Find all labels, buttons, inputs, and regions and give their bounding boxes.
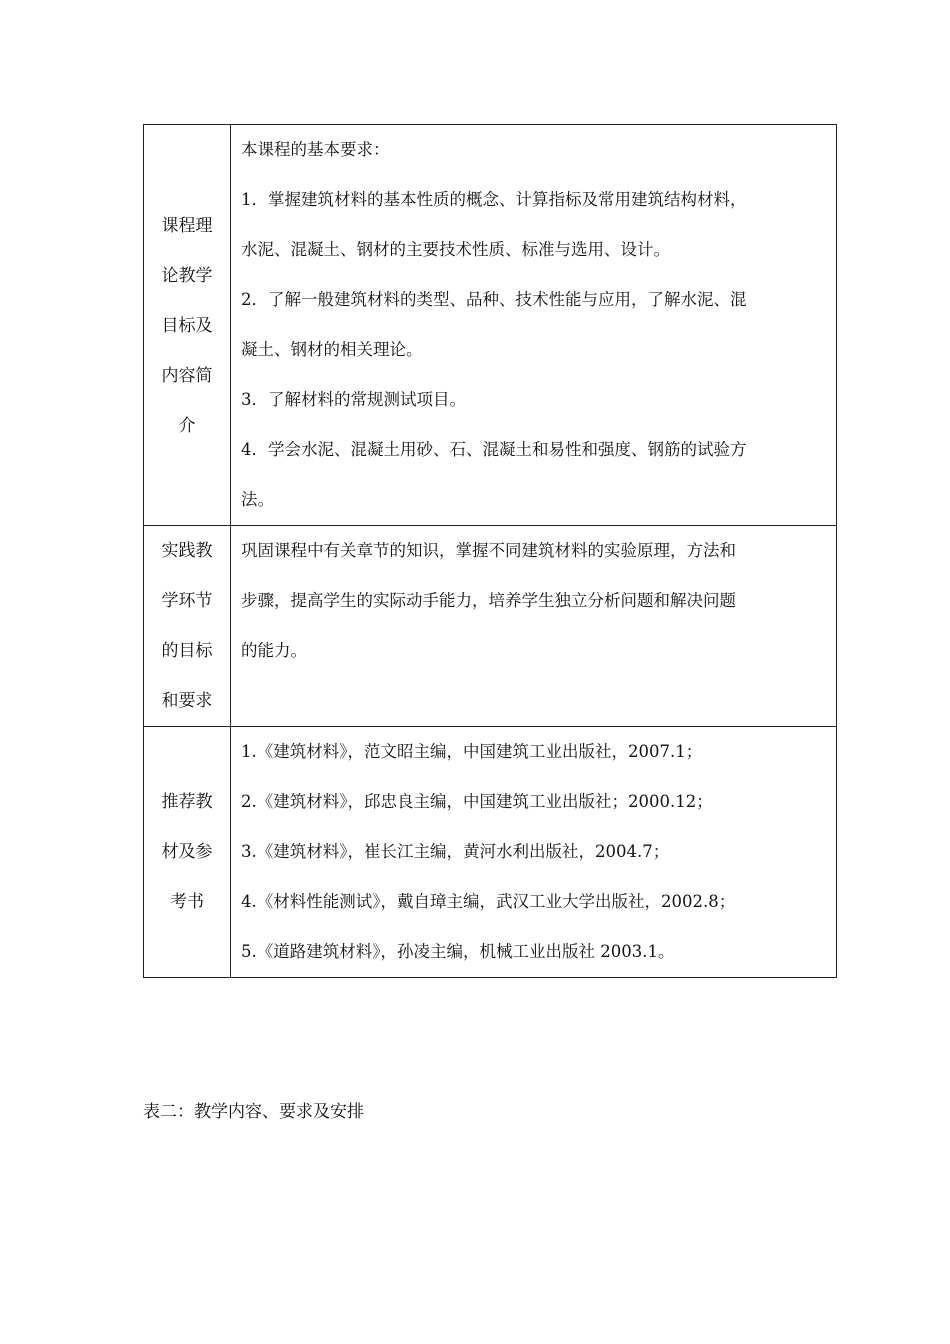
- label-line: 实践教: [161, 541, 213, 561]
- content-line: 3.《建筑材料》，崔长江主编，黄河水利出版社，2004.7；: [241, 842, 670, 861]
- row-label: [144, 526, 231, 727]
- label-line: 考书: [170, 892, 204, 912]
- content-line: 巩固课程中有关章节的知识，掌握不同建筑材料的实验原理，方法和: [241, 541, 736, 560]
- row-content: [231, 125, 837, 526]
- label-line: 材及参: [161, 842, 213, 862]
- course-info-table: [143, 124, 837, 978]
- table-row: [144, 526, 837, 727]
- label-line: 论教学: [161, 266, 213, 286]
- content-line: 4.《材料性能测试》，戴自璋主编，武汉工业大学出版社，2002.8；: [241, 892, 736, 911]
- content-line: 步骤，提高学生的实际动手能力，培养学生独立分析问题和解决问题: [241, 591, 736, 610]
- content-line: 1．掌握建筑材料的基本性质的概念、计算指标及常用建筑结构材料，: [241, 190, 747, 209]
- content-line: 的能力。: [241, 641, 307, 660]
- label-line: 内容简: [161, 366, 213, 386]
- label-line: 课程理: [161, 216, 213, 236]
- content-line: 2.《建筑材料》，邱忠良主编，中国建筑工业出版社；2000.12；: [241, 792, 713, 811]
- content-line: 1.《建筑材料》，范文昭主编，中国建筑工业出版社，2007.1；: [241, 742, 703, 761]
- content-line: 5.《道路建筑材料》，孙凌主编，机械工业出版社 2003.1。: [241, 942, 675, 961]
- content-line: 法。: [241, 490, 274, 509]
- row-label: [144, 125, 231, 526]
- content-line: 凝土、钢材的相关理论。: [241, 340, 423, 359]
- label-line: 和要求: [161, 691, 213, 711]
- table-row: [144, 125, 837, 526]
- table-caption: 表二：教学内容、要求及安排: [143, 1102, 364, 1122]
- content-line: 本课程的基本要求：: [241, 140, 390, 159]
- row-content: [231, 526, 837, 727]
- table-row: [144, 727, 837, 978]
- row-label: [144, 727, 231, 978]
- label-line: 推荐教: [161, 792, 213, 812]
- label-line: 目标及: [161, 316, 213, 336]
- row-content: [231, 727, 837, 978]
- content-line: 4．学会水泥、混凝土用砂、石、混凝土和易性和强度、钢筋的试验方: [241, 440, 747, 459]
- label-line: 学环节: [161, 591, 213, 611]
- content-line: 水泥、混凝土、钢材的主要技术性质、标准与选用、设计。: [241, 240, 670, 259]
- content-line: 3．了解材料的常规测试项目。: [241, 390, 466, 409]
- label-line: 的目标: [161, 641, 213, 661]
- label-line: 介: [178, 416, 196, 436]
- content-line: 2．了解一般建筑材料的类型、品种、技术性能与应用，了解水泥、混: [241, 290, 747, 309]
